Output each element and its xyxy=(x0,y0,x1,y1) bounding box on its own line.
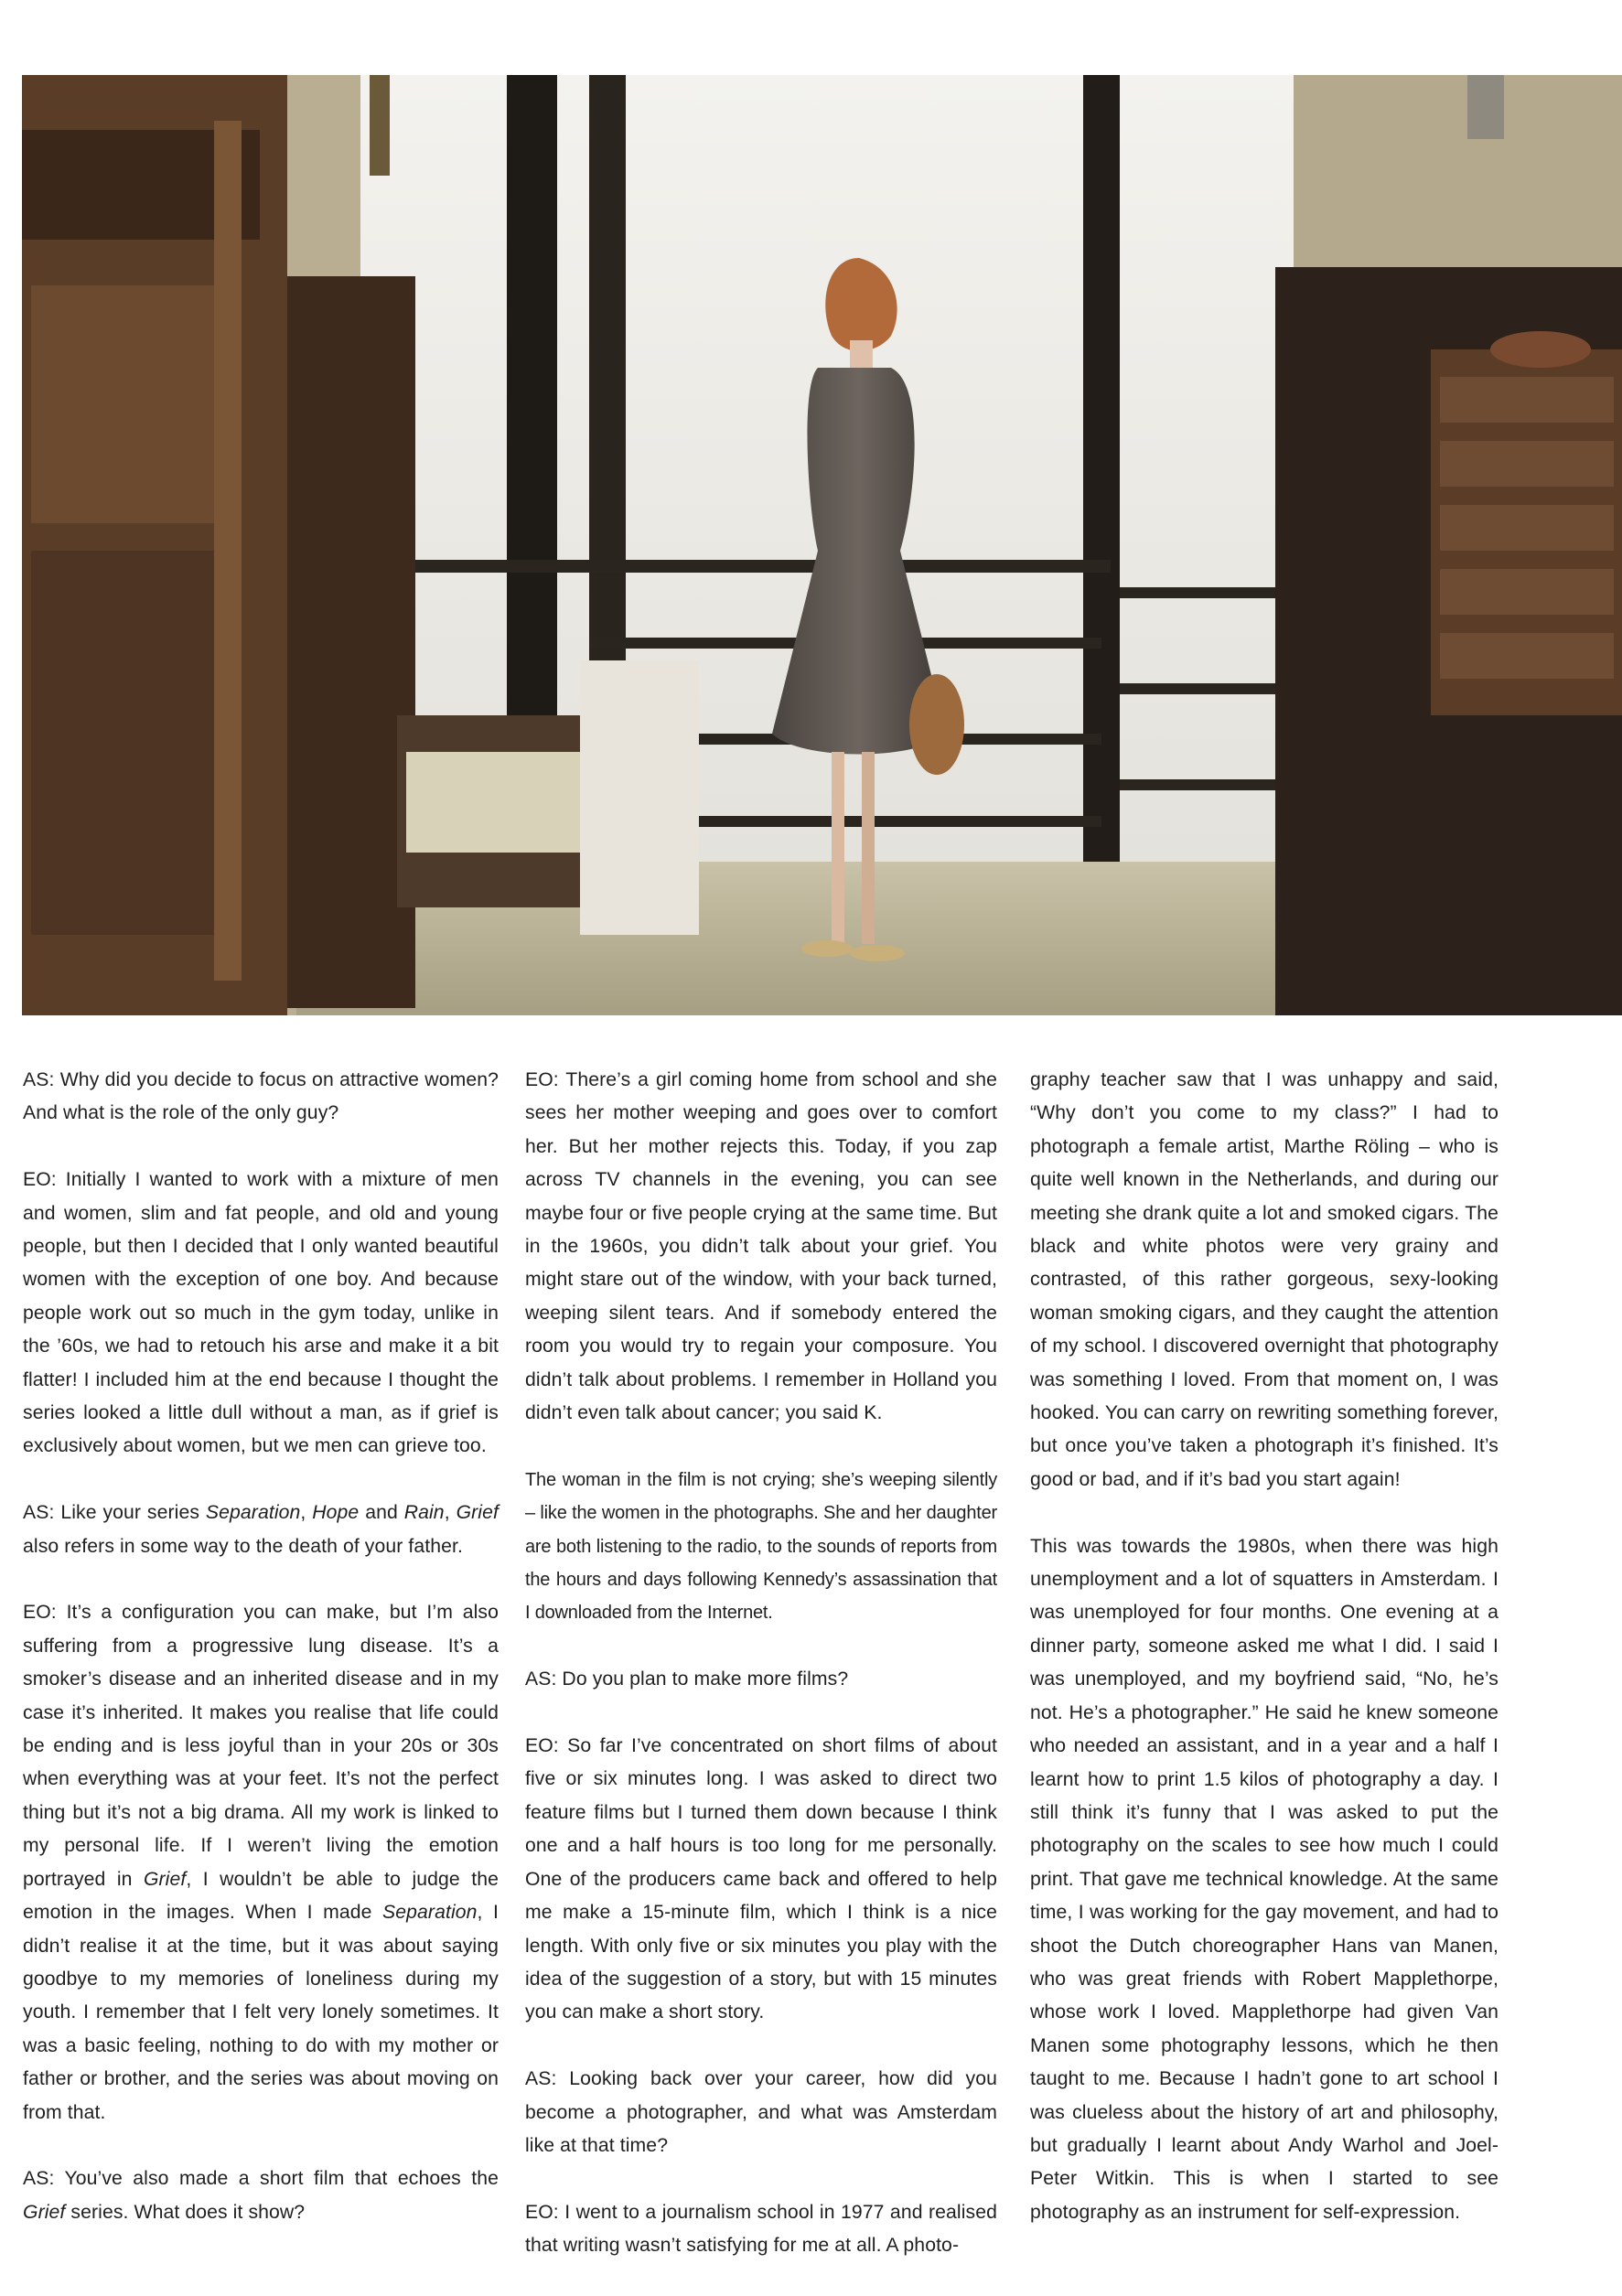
answer-paragraph: EO: It’s a configuration you can make, but I’m also suffering from a progressive lung disease. It’s a smoker’s disease and an inherited disease and in my case it’s inherited. It makes you realise that life could be ending and is less joyful than in your 20s or 30s when everything was at your feet. It’s not the perfect thing but it’s not a big drama. All my work is linked to my personal life. If I weren’t living the emotion portrayed in Grief, I wouldn’t be able to judge the emotion in the images. When I made Separation, I didn’t realise it at the time, but it was about saying goodbye to my memories of loneliness during my youth. I remember that I felt very lonely sometimes. It was a basic feeling, nothing to do with my mother or father or brother, and the series was about moving on from that. xyxy=(23,1602,499,2123)
article-column-3 xyxy=(1030,1064,1498,2263)
answer-paragraph: EO: So far I’ve concentrated on short films of about five or six minutes long. I was asked to direct two feature films but I turned them down because I think one and a half hours is too long for me personally. One of the producers came back and offered to help me make a 15-minute film, which I think is a nice length. With only five or six minutes you play with the idea of the suggestion of a story, but with 15 minutes you can make a short story. xyxy=(525,1735,997,2023)
article-column-2 xyxy=(525,1064,997,2296)
body-paragraph: The woman in the film is not crying; she’s weeping silently – like the women in the photographs. She and her daughter are both listening to the radio, to the sounds of reports from the hours and days following Kennedy’s assassination that I downloaded from the Internet. xyxy=(525,1469,997,1624)
question-paragraph: AS: Why did you decide to focus on attractive women? And what is the role of the only guy? xyxy=(23,1069,499,1124)
photograph-icon xyxy=(22,75,1622,1015)
interior-photograph xyxy=(22,75,1622,1015)
answer-paragraph-continued: graphy teacher saw that I was unhappy and said, “Why don’t you come to my class?” I had to photograph a female artist, Marthe Röling – who is quite well known in the Netherlands, and during our meeting she drank quite a lot and smoked cigars. The black and white photos were very grainy and contrasted, of this rather gorgeous, sexy-looking woman smoking cigars, and they caught the attention of my school. I discovered overnight that photography was something I loved. From that moment on, I was hooked. You can carry on rewriting something forever, but once you’ve taken a photograph it’s finished. It’s good or bad, and if it’s bad you start again! xyxy=(1030,1069,1498,1490)
question-paragraph: AS: Like your series Separation, Hope and Rain, Grief also refers in some way to the death of your father. xyxy=(23,1502,499,1557)
body-paragraph: This was towards the 1980s, when there was high unemployment and a lot of squatters in Amsterdam. I was unemployed for four months. One evening at a dinner party, someone asked me what I did. I said I was unemployed, and my boyfriend said, “No, he’s not. He’s a photographer.” He said he knew someone who needed an assistant, and in a year and a half I learnt how to print 1.5 kilos of photography a day. I still think it’s funny that I was asked to put the photography on the scales to see how much I could print. That gave me technical knowledge. At the same time, I was working for the gay movement, and had to shoot the Dutch choreographer Hans van Manen, who was great friends with Robert Mapplethorpe, whose work I loved. Mapplethorpe had given Van Manen some photography lessons, which he then taught to me. Because I hadn’t gone to art school I was clueless about the history of art and philosophy, but gradually I learnt about Andy Warhol and Joel-Peter Witkin. This is when I started to see photography as an instrument for self-expression. xyxy=(1030,1535,1498,2223)
answer-paragraph: EO: I went to a journalism school in 1977 and realised that writing wasn’t satisfying for me at all. A photo- xyxy=(525,2201,997,2257)
question-paragraph: AS: Looking back over your career, how did you become a photographer, and what was Amsterdam like at that time? xyxy=(525,2068,997,2156)
question-paragraph: AS: Do you plan to make more films? xyxy=(525,1668,849,1690)
article-columns xyxy=(0,1064,1622,2283)
answer-paragraph: EO: There’s a girl coming home from school and she sees her mother weeping and goes over to comfort her. But her mother rejects this. Today, if you zap across TV channels in the evening, you can see maybe four or five people crying at the same time. But in the 1960s, you didn’t talk about your grief. You might stare out of the window, with your back turned, weeping silent tears. And if somebody entered the room you would try to regain your composure. You didn’t talk about problems. I remember in Holland you didn’t even talk about cancer; you said K. xyxy=(525,1069,997,1424)
question-paragraph: AS: You’ve also made a short film that echoes the Grief series. What does it show? xyxy=(23,2168,499,2223)
article-column-1 xyxy=(23,1064,499,2263)
answer-paragraph: EO: Initially I wanted to work with a mixture of men and women, slim and fat people, and old and young people, but then I decided that I only wanted beautiful women with the exception of one boy. And because people work out so much in the gym today, unlike in the ’60s, we had to retouch his arse and make it a bit flatter! I included him at the end because I thought the series looked a little dull without a man, as if grief is exclusively about women, but we men can grieve too. xyxy=(23,1169,499,1457)
